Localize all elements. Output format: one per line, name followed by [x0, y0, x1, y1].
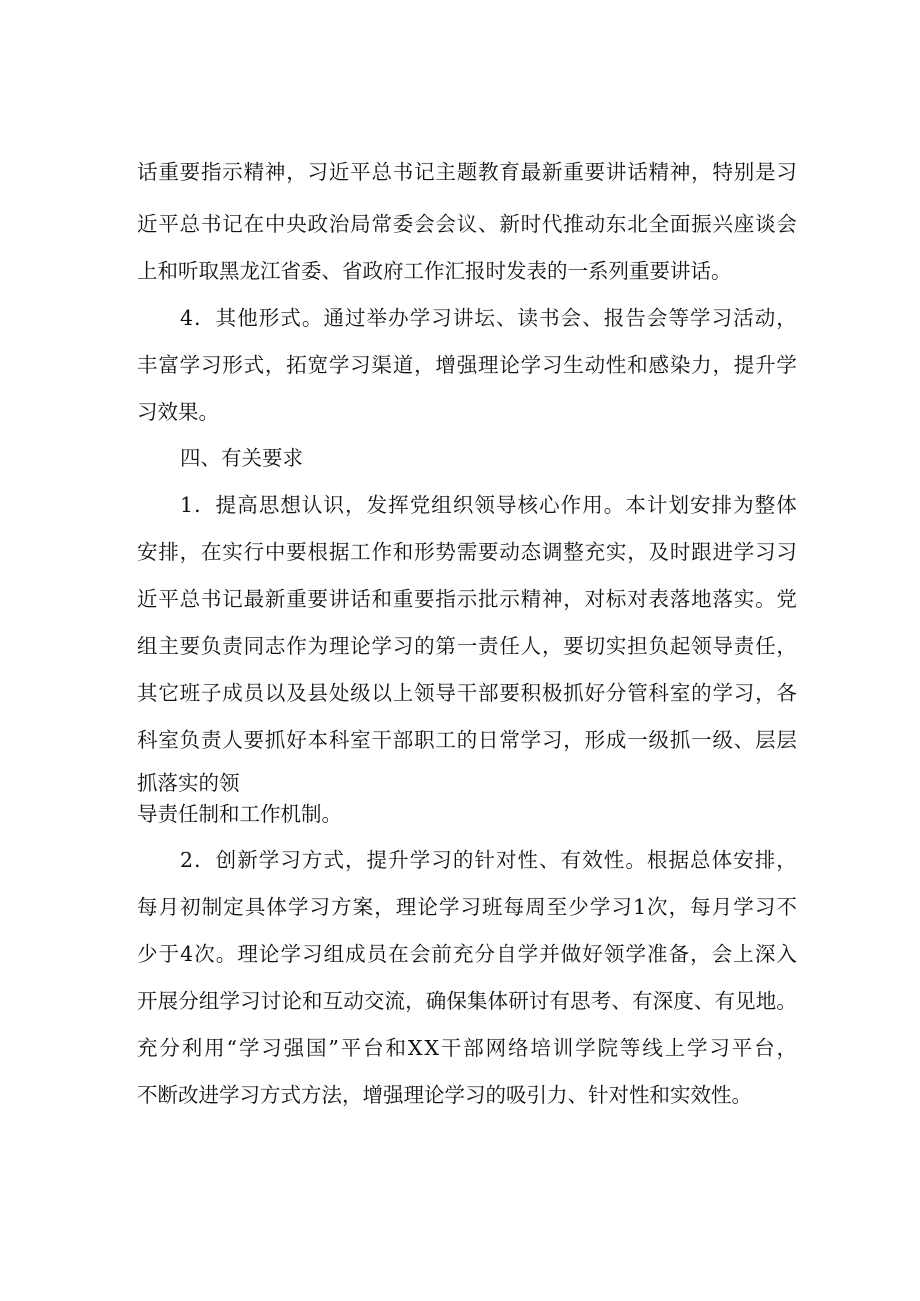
paragraph-heading: 2 ． 创 新 学 习 方 式 ， 提 升 学 习 的 针 对 性 、 有 效 性 。 根 据 总 体 安 排 ， — [180, 848, 797, 872]
text-line: 丰 富 学 习 形 式 ， 拓 宽 学 习 渠 道 ， 增 强 理 论 学 习 生 动 性 和 感 染 力 ， 提 升 学 — [137, 353, 797, 377]
text-line: 每 月 初 制 定 具 体 学 习 方 案 ， 理 论 学 习 班 每 周 至 少 学 习 1 次 ， 每 月 学 习 不 — [137, 895, 797, 919]
paragraph-heading: 4 ． 其 他 形 式 。 通 过 举 办 学 习 讲 坛 、 读 书 会 、 报 告 会 等 学 习 活 动 ， — [180, 306, 797, 330]
section-heading: 四、有关要求 — [180, 446, 303, 470]
text-line: 少 于 4 次 。 理 论 学 习 组 成 员 在 会 前 充 分 自 学 并 做 好 领 学 准 备 ， 会 上 深 入 — [137, 942, 797, 966]
text-line: 习效果。 — [137, 400, 219, 424]
text-line: 近 平 总 书 记 在 中 央 政 治 局 常 委 会 会 议 、 新 时 代 推 动 东 北 全 面 振 兴 座 谈 会 — [137, 212, 797, 236]
text-line: 充 分 利 用 “ 学 习 强 国 ” 平 台 和 X X 干 部 网 络 培 训 学 院 等 线 上 学 习 平 台 ， — [137, 1036, 797, 1060]
text-line: 上和听取黑龙江省委、省政府工作汇报时发表的一系列重要讲话。 — [137, 259, 732, 283]
text-line: 安 排 ， 在 实 行 中 要 根 据 工 作 和 形 势 需 要 动 态 调 整 充 实 ， 及 时 跟 进 学 习 习 — [137, 540, 797, 564]
paragraph-heading: 1 ． 提 高 思 想 认 识 ， 发 挥 党 组 织 领 导 核 心 作 用 。 本 计 划 安 排 为 整 体 — [180, 493, 797, 517]
text-line: 科 室 负 责 人 要 抓 好 本 科 室 干 部 职 工 的 日 常 学 习 ， 形 成 一 级 抓 一 级 、 层 层 — [137, 728, 797, 752]
text-line: 不断改进学习方式方法，增强理论学习的吸引力、针对性和实效性。 — [137, 1083, 752, 1107]
text-line: 其 它 班 子 成 员 以 及 县 处 级 以 上 领 导 干 部 要 积 极 抓 好 分 管 科 室 的 学 习 ， 各 — [137, 681, 797, 705]
text-line: 话 重 要 指 示 精 神 ， 习 近 平 总 书 记 主 题 教 育 最 新 重 要 讲 话 精 神 ， 特 别 是 习 — [137, 160, 797, 184]
text-line: 近 平 总 书 记 最 新 重 要 讲 话 和 重 要 指 示 批 示 精 神 ， 对 标 对 表 落 地 落 实 。 党 — [137, 587, 797, 611]
text-line: 抓落实的领 — [137, 771, 240, 795]
text-line: 开 展 分 组 学 习 讨 论 和 互 动 交 流 ， 确 保 集 体 研 讨 有 思 考 、 有 深 度 、 有 见 地 。 — [137, 989, 797, 1013]
text-line: 组 主 要 负 责 同 志 作 为 理 论 学 习 的 第 一 责 任 人 ， 要 切 实 担 负 起 领 导 责 任 ， — [137, 634, 797, 658]
text-line: 导责任制和工作机制。 — [137, 802, 342, 826]
